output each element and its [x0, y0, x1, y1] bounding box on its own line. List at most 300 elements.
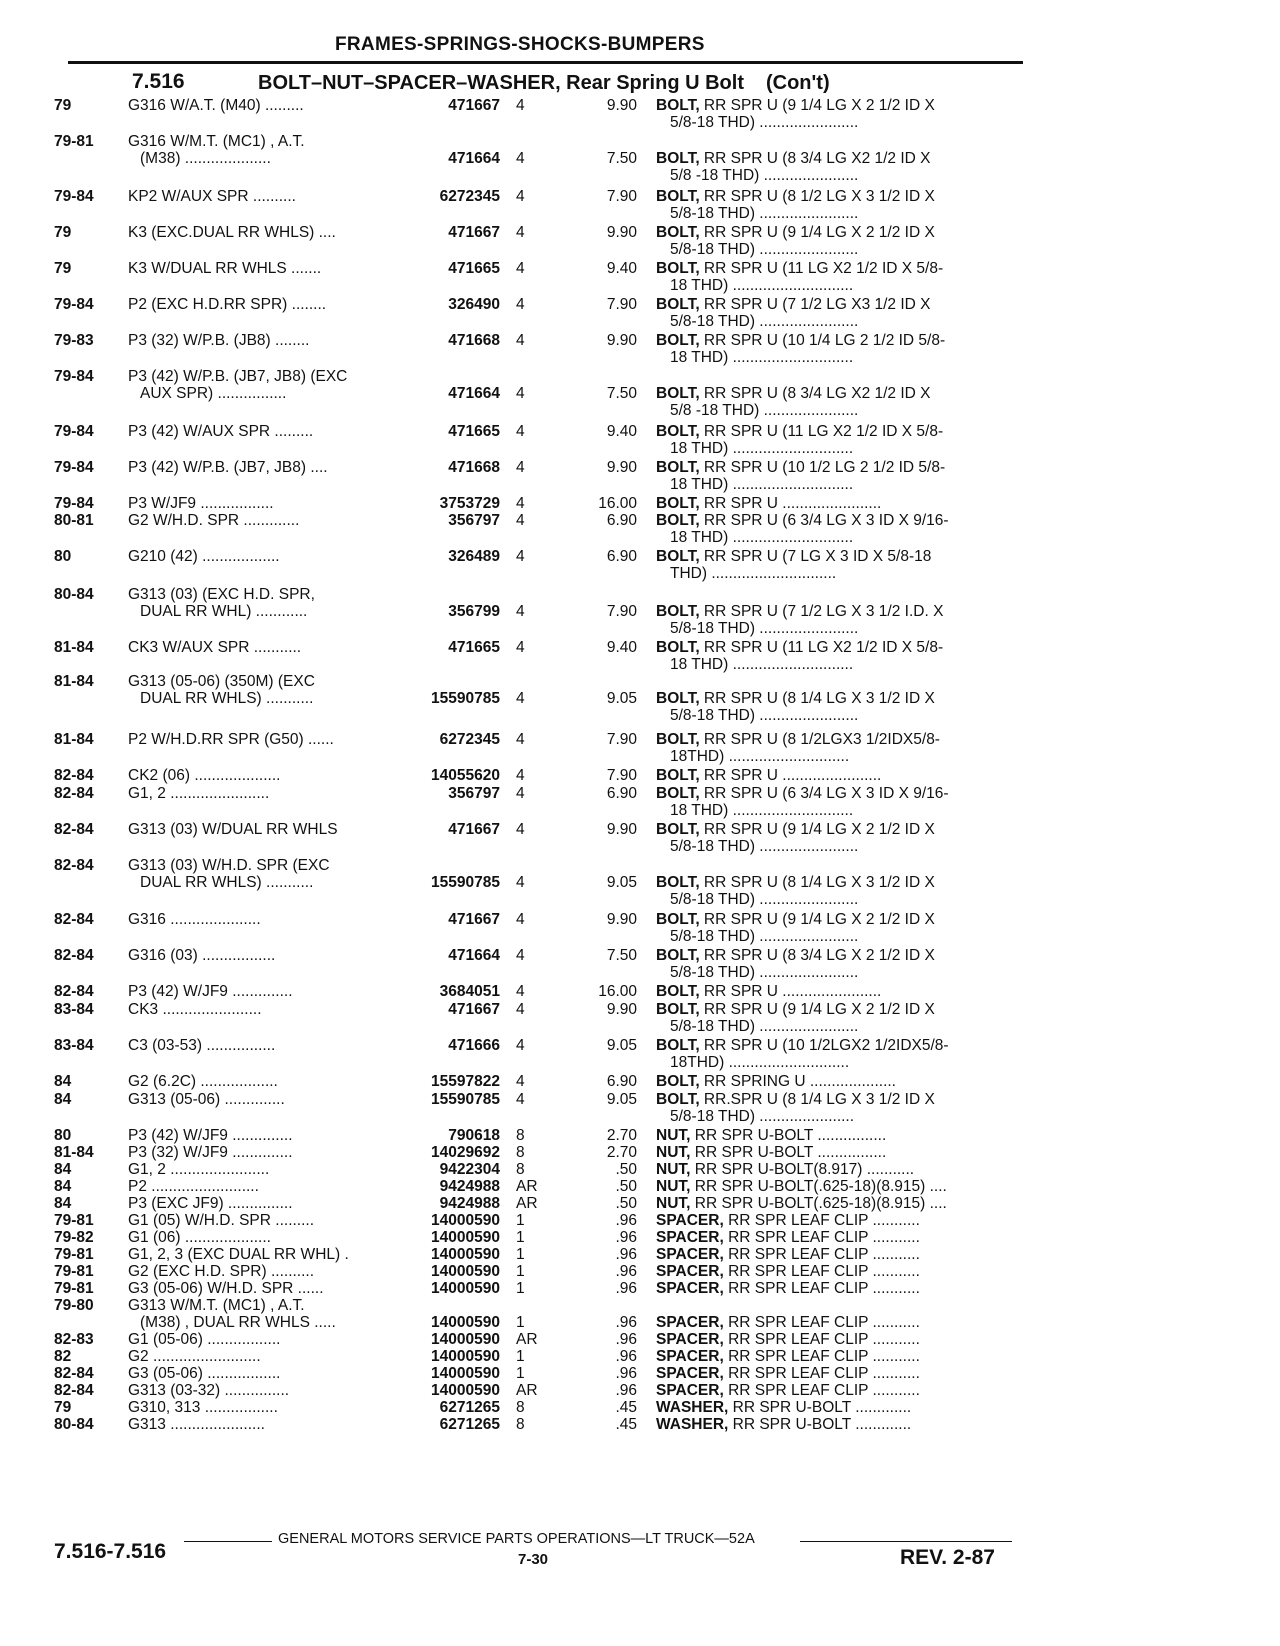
- row-description: [656, 296, 1021, 314]
- row-application: G2 W/H.D. SPR .............: [128, 512, 300, 529]
- row-price: .96: [615, 1263, 637, 1280]
- row-price: 9.90: [606, 332, 637, 349]
- row-quantity: 1: [516, 1280, 525, 1297]
- row-application: G313 ......................: [128, 1416, 265, 1433]
- row-application: G1 (05-06) .................: [128, 1331, 281, 1348]
- row-description-cont: 5/8 -18 THD) ......................: [670, 402, 859, 419]
- row-application: G2 .........................: [128, 1348, 261, 1365]
- row-application: G1, 2 .......................: [128, 1161, 270, 1178]
- row-application: P3 (42) W/JF9 ..............: [128, 1127, 293, 1144]
- row-description-cont: 18 THD) ............................: [670, 656, 854, 673]
- row-description: [656, 150, 1021, 168]
- row-price: 9.90: [606, 1001, 637, 1018]
- row-description-text: RR SPR U (7 LG X 3 ID X 5/8-18: [699, 548, 932, 565]
- section-title: BOLT–NUT–SPACER–WASHER, Rear Spring U Bolt: [258, 72, 744, 94]
- row-description: [656, 1161, 1021, 1179]
- row-description-text: RR SPR U (9 1/4 LG X 2 1/2 ID X: [699, 97, 935, 114]
- row-description-type: BOLT,: [656, 224, 700, 241]
- row-quantity: 4: [516, 947, 525, 964]
- row-description-cont: 18 THD) ............................: [670, 349, 854, 366]
- row-description: [656, 1348, 1021, 1366]
- row-description-type: BOLT,: [656, 150, 700, 167]
- row-part-number: 471667: [448, 1001, 500, 1018]
- row-application: K3 W/DUAL RR WHLS .......: [128, 260, 322, 277]
- row-application: G313 (05-06) (350M) (EXC: [128, 673, 315, 690]
- row-application: G3 (05-06) W/H.D. SPR ......: [128, 1280, 324, 1297]
- row-description-cont: 18 THD) ............................: [670, 476, 854, 493]
- row-years: 79-81: [54, 1263, 94, 1280]
- row-description-text: RR SPR U (8 3/4 LG X 2 1/2 ID X: [699, 947, 935, 964]
- row-price: 9.90: [606, 911, 637, 928]
- row-price: .96: [615, 1365, 637, 1382]
- row-price: .96: [615, 1212, 637, 1229]
- row-description-text: RR SPR LEAF CLIP ...........: [723, 1280, 920, 1297]
- row-years: 82: [54, 1348, 72, 1365]
- row-quantity: 4: [516, 459, 525, 476]
- row-quantity: 8: [516, 1161, 525, 1178]
- row-years: 79-84: [54, 296, 94, 313]
- row-application: K3 (EXC.DUAL RR WHLS) ....: [128, 224, 336, 241]
- row-price: 6.90: [606, 512, 637, 529]
- row-quantity: 4: [516, 385, 525, 402]
- row-part-number: 3753729: [439, 495, 500, 512]
- row-quantity: AR: [516, 1331, 538, 1348]
- row-description-cont: 18THD) ............................: [670, 1054, 850, 1071]
- row-price: .96: [615, 1331, 637, 1348]
- row-part-number: 6272345: [439, 188, 500, 205]
- row-description-text: RR SPR U (9 1/4 LG X 2 1/2 ID X: [699, 1001, 935, 1018]
- row-description-text: RR SPR LEAF CLIP ...........: [723, 1348, 920, 1365]
- row-price: 6.90: [606, 785, 637, 802]
- row-price: .96: [615, 1280, 637, 1297]
- row-years: 79: [54, 1399, 72, 1416]
- row-part-number: 471665: [448, 260, 500, 277]
- row-price: 7.50: [606, 150, 637, 167]
- row-description-type: BOLT,: [656, 731, 700, 748]
- row-price: .50: [615, 1161, 637, 1178]
- row-price: .96: [615, 1382, 637, 1399]
- row-years: 83-84: [54, 1037, 94, 1054]
- row-description-cont: 5/8-18 THD) .......................: [670, 964, 859, 981]
- row-description-text: RR SPR U .......................: [699, 983, 882, 1000]
- row-quantity: 4: [516, 911, 525, 928]
- row-part-number: 14000590: [431, 1212, 500, 1229]
- footer-rule-right: [800, 1541, 1012, 1542]
- row-description-text: RR SPR U .......................: [699, 767, 882, 784]
- row-quantity: 4: [516, 767, 525, 784]
- row-description: [656, 385, 1021, 403]
- row-part-number: 471664: [448, 150, 500, 167]
- row-description: [656, 690, 1021, 708]
- row-part-number: 9424988: [439, 1195, 500, 1212]
- row-description-type: BOLT,: [656, 1037, 700, 1054]
- row-application: G1, 2 .......................: [128, 785, 270, 802]
- row-quantity: 4: [516, 97, 525, 114]
- row-application: CK3 .......................: [128, 1001, 262, 1018]
- row-price: 16.00: [598, 983, 637, 1000]
- row-description: [656, 785, 1021, 803]
- row-application: G316 W/A.T. (M40) .........: [128, 97, 304, 114]
- row-price: 9.90: [606, 459, 637, 476]
- row-description: [656, 1195, 1021, 1213]
- row-application: P3 W/JF9 .................: [128, 495, 274, 512]
- row-description-type: WASHER,: [656, 1416, 729, 1433]
- row-part-number: 326490: [448, 296, 500, 313]
- row-application: G313 (05-06) ..............: [128, 1091, 285, 1108]
- row-years: 84: [54, 1091, 72, 1108]
- row-description: [656, 603, 1021, 621]
- row-description-text: RR SPR U (9 1/4 LG X 2 1/2 ID X: [699, 821, 935, 838]
- row-description-type: NUT,: [656, 1144, 691, 1161]
- row-description-cont: 5/8-18 THD) .......................: [670, 620, 859, 637]
- row-description-text: RR SPRING U ....................: [699, 1073, 896, 1090]
- section-number: 7.516: [132, 70, 185, 93]
- row-description: [656, 1091, 1021, 1109]
- row-description-text: RR SPR U (11 LG X2 1/2 ID X 5/8-: [699, 639, 944, 656]
- row-price: 2.70: [606, 1127, 637, 1144]
- row-years: 81-84: [54, 639, 94, 656]
- row-description-text: RR SPR U (8 3/4 LG X2 1/2 ID X: [699, 150, 931, 167]
- row-description-type: SPACER,: [656, 1382, 724, 1399]
- row-part-number: 15597822: [431, 1073, 500, 1090]
- row-application: G310, 313 .................: [128, 1399, 278, 1416]
- row-price: .96: [615, 1229, 637, 1246]
- row-description-text: RR SPR LEAF CLIP ...........: [723, 1263, 920, 1280]
- row-quantity: 4: [516, 423, 525, 440]
- row-years: 81-84: [54, 673, 94, 690]
- row-years: 82-84: [54, 911, 94, 928]
- row-quantity: 4: [516, 296, 525, 313]
- row-application: C3 (03-53) ................: [128, 1037, 276, 1054]
- row-part-number: 15590785: [431, 1091, 500, 1108]
- row-description-text: RR SPR U-BOLT(.625-18)(8.915) ....: [690, 1195, 947, 1212]
- row-years: 82-84: [54, 1365, 94, 1382]
- row-quantity: 4: [516, 1001, 525, 1018]
- row-application: G316 .....................: [128, 911, 261, 928]
- row-price: .45: [615, 1416, 637, 1433]
- row-years: 82-84: [54, 983, 94, 1000]
- row-price: .50: [615, 1178, 637, 1195]
- row-years: 79: [54, 97, 72, 114]
- row-price: 9.40: [606, 639, 637, 656]
- row-description-type: SPACER,: [656, 1246, 724, 1263]
- row-years: 79: [54, 224, 72, 241]
- row-quantity: 4: [516, 260, 525, 277]
- row-application: CK3 W/AUX SPR ...........: [128, 639, 302, 656]
- row-quantity: 1: [516, 1263, 525, 1280]
- row-description: [656, 821, 1021, 839]
- row-part-number: 356797: [448, 512, 500, 529]
- row-years: 79-81: [54, 1280, 94, 1297]
- row-years: 79: [54, 260, 72, 277]
- row-description-type: BOLT,: [656, 1001, 700, 1018]
- row-years: 82-84: [54, 947, 94, 964]
- row-description: [656, 1331, 1021, 1349]
- row-quantity: 4: [516, 639, 525, 656]
- row-price: 9.05: [606, 1091, 637, 1108]
- row-description: [656, 911, 1021, 929]
- row-quantity: 4: [516, 1091, 525, 1108]
- row-part-number: 15590785: [431, 874, 500, 891]
- row-description-text: RR SPR U-BOLT ................: [690, 1144, 887, 1161]
- row-description-cont: 5/8-18 THD) .......................: [670, 1018, 859, 1035]
- row-application: G313 W/M.T. (MC1) , A.T.: [128, 1297, 305, 1314]
- footer-revision: REV. 2-87: [900, 1546, 995, 1569]
- row-description: [656, 1229, 1021, 1247]
- row-application: G316 W/M.T. (MC1) , A.T.: [128, 133, 305, 150]
- row-description-text: RR SPR U-BOLT .............: [728, 1399, 912, 1416]
- row-years: 82-84: [54, 857, 94, 874]
- footer-page-number: 7-30: [518, 1551, 549, 1568]
- row-description-type: SPACER,: [656, 1348, 724, 1365]
- row-description-text: RR SPR U (8 1/2LGX3 1/2IDX5/8-: [699, 731, 940, 748]
- row-years: 82-84: [54, 767, 94, 784]
- row-price: 7.90: [606, 296, 637, 313]
- row-description: [656, 1037, 1021, 1055]
- row-quantity: 8: [516, 1416, 525, 1433]
- row-description: [656, 1246, 1021, 1264]
- row-description-type: WASHER,: [656, 1399, 729, 1416]
- row-application-cont: DUAL RR WHL) ............: [140, 603, 308, 620]
- row-years: 79-84: [54, 188, 94, 205]
- row-description-type: SPACER,: [656, 1212, 724, 1229]
- row-price: 6.90: [606, 548, 637, 565]
- row-application: P2 .........................: [128, 1178, 259, 1195]
- row-quantity: 1: [516, 1229, 525, 1246]
- row-price: 7.90: [606, 767, 637, 784]
- row-application: G313 (03-32) ...............: [128, 1382, 290, 1399]
- row-description: [656, 1382, 1021, 1400]
- row-part-number: 471664: [448, 385, 500, 402]
- row-part-number: 6271265: [439, 1399, 500, 1416]
- row-description: [656, 1263, 1021, 1281]
- row-description-text: RR SPR U (11 LG X2 1/2 ID X 5/8-: [699, 260, 944, 277]
- row-years: 80: [54, 1127, 72, 1144]
- row-description-type: BOLT,: [656, 983, 700, 1000]
- row-quantity: 4: [516, 512, 525, 529]
- row-description-type: BOLT,: [656, 911, 700, 928]
- row-part-number: 3684051: [439, 983, 500, 1000]
- row-application: G1, 2, 3 (EXC DUAL RR WHL) .: [128, 1246, 349, 1263]
- row-part-number: 471668: [448, 332, 500, 349]
- row-description: [656, 1001, 1021, 1019]
- row-description-type: BOLT,: [656, 385, 700, 402]
- row-description-cont: 18 THD) ............................: [670, 440, 854, 457]
- row-application: G2 (6.2C) ..................: [128, 1073, 278, 1090]
- row-description-text: RR.SPR U (8 1/4 LG X 3 1/2 ID X: [699, 1091, 935, 1108]
- row-description-type: BOLT,: [656, 495, 700, 512]
- row-years: 82-84: [54, 785, 94, 802]
- row-part-number: 14029692: [431, 1144, 500, 1161]
- row-application: G2 (EXC H.D. SPR) ..........: [128, 1263, 315, 1280]
- row-years: 79-84: [54, 495, 94, 512]
- row-application: G3 (05-06) .................: [128, 1365, 281, 1382]
- row-description-type: BOLT,: [656, 512, 700, 529]
- row-application: G316 (03) .................: [128, 947, 276, 964]
- row-description: [656, 495, 1021, 513]
- row-years: 80-84: [54, 586, 94, 603]
- footer-section-range: 7.516-7.516: [54, 1540, 167, 1563]
- row-description-text: RR SPR LEAF CLIP ...........: [723, 1246, 920, 1263]
- row-description: [656, 731, 1021, 749]
- row-description: [656, 459, 1021, 477]
- row-quantity: AR: [516, 1178, 538, 1195]
- row-description-type: BOLT,: [656, 332, 700, 349]
- row-years: 83-84: [54, 1001, 94, 1018]
- row-description-type: NUT,: [656, 1161, 691, 1178]
- row-description-cont: 18THD) ............................: [670, 748, 850, 765]
- row-description-type: BOLT,: [656, 97, 700, 114]
- row-description-cont: 5/8-18 THD) .......................: [670, 205, 859, 222]
- row-application: P3 (42) W/AUX SPR .........: [128, 423, 314, 440]
- row-price: 9.05: [606, 1037, 637, 1054]
- row-years: 84: [54, 1195, 72, 1212]
- row-description-text: RR SPR U (10 1/2 LG 2 1/2 ID 5/8-: [699, 459, 946, 476]
- row-quantity: 1: [516, 1348, 525, 1365]
- row-description-type: BOLT,: [656, 821, 700, 838]
- row-description-cont: 5/8-18 THD) .......................: [670, 241, 859, 258]
- row-description-cont: 5/8-18 THD) .......................: [670, 928, 859, 945]
- row-part-number: 471667: [448, 97, 500, 114]
- row-price: .45: [615, 1399, 637, 1416]
- row-quantity: 4: [516, 548, 525, 565]
- row-application: P3 (42) W/P.B. (JB7, JB8) ....: [128, 459, 328, 476]
- row-description-type: SPACER,: [656, 1365, 724, 1382]
- row-description-text: RR SPR U (8 1/4 LG X 3 1/2 ID X: [699, 690, 935, 707]
- row-quantity: 4: [516, 785, 525, 802]
- row-part-number: 471667: [448, 224, 500, 241]
- row-application-cont: (M38) ....................: [140, 150, 271, 167]
- row-part-number: 471668: [448, 459, 500, 476]
- row-description-type: BOLT,: [656, 188, 700, 205]
- row-description-type: BOLT,: [656, 785, 700, 802]
- row-application: G1 (05) W/H.D. SPR .........: [128, 1212, 315, 1229]
- row-price: 2.70: [606, 1144, 637, 1161]
- row-price: 7.50: [606, 947, 637, 964]
- row-description: [656, 1212, 1021, 1230]
- row-years: 79-84: [54, 459, 94, 476]
- row-quantity: AR: [516, 1195, 538, 1212]
- row-description-text: RR SPR LEAF CLIP ...........: [723, 1212, 920, 1229]
- row-description-type: SPACER,: [656, 1229, 724, 1246]
- row-description: [656, 1416, 1021, 1434]
- row-description: [656, 188, 1021, 206]
- row-description-cont: 5/8-18 THD) .......................: [670, 313, 859, 330]
- row-quantity: 8: [516, 1127, 525, 1144]
- row-price: 7.90: [606, 731, 637, 748]
- row-description: [656, 1280, 1021, 1298]
- row-description-text: RR SPR U (9 1/4 LG X 2 1/2 ID X: [699, 911, 935, 928]
- row-quantity: 4: [516, 495, 525, 512]
- row-price: 7.90: [606, 603, 637, 620]
- row-years: 79-81: [54, 1246, 94, 1263]
- row-years: 80-84: [54, 1416, 94, 1433]
- row-part-number: 326489: [448, 548, 500, 565]
- row-part-number: 790618: [448, 1127, 500, 1144]
- row-quantity: 1: [516, 1365, 525, 1382]
- row-description-type: BOLT,: [656, 874, 700, 891]
- row-years: 82-84: [54, 821, 94, 838]
- row-application: P3 (32) W/P.B. (JB8) ........: [128, 332, 310, 349]
- row-years: 80: [54, 548, 72, 565]
- row-description-type: SPACER,: [656, 1280, 724, 1297]
- row-description: [656, 1144, 1021, 1162]
- row-years: 79-84: [54, 423, 94, 440]
- row-description: [656, 1073, 1021, 1091]
- row-price: 16.00: [598, 495, 637, 512]
- row-price: 7.50: [606, 385, 637, 402]
- row-quantity: 4: [516, 731, 525, 748]
- row-quantity: 1: [516, 1314, 525, 1331]
- row-description-type: BOLT,: [656, 690, 700, 707]
- row-years: 81-84: [54, 731, 94, 748]
- row-application: G1 (06) ....................: [128, 1229, 271, 1246]
- row-description: [656, 260, 1021, 278]
- row-application-cont: DUAL RR WHLS) ...........: [140, 690, 314, 707]
- row-years: 84: [54, 1178, 72, 1195]
- page-header-title: FRAMES-SPRINGS-SHOCKS-BUMPERS: [335, 34, 705, 55]
- row-quantity: 4: [516, 224, 525, 241]
- row-price: 9.90: [606, 97, 637, 114]
- row-price: 9.90: [606, 821, 637, 838]
- row-price: .50: [615, 1195, 637, 1212]
- row-description-text: RR SPR U (8 1/4 LG X 3 1/2 ID X: [699, 874, 935, 891]
- row-description-text: RR SPR U .......................: [699, 495, 882, 512]
- row-years: 84: [54, 1161, 72, 1178]
- row-quantity: 4: [516, 690, 525, 707]
- row-description: [656, 1314, 1021, 1332]
- row-description: [656, 1127, 1021, 1145]
- row-description-type: BOLT,: [656, 260, 700, 277]
- row-application: P2 (EXC H.D.RR SPR) ........: [128, 296, 327, 313]
- row-application-cont: (M38) , DUAL RR WHLS .....: [140, 1314, 336, 1331]
- row-part-number: 471667: [448, 911, 500, 928]
- row-description-type: NUT,: [656, 1195, 691, 1212]
- row-description-type: BOLT,: [656, 639, 700, 656]
- row-part-number: 14000590: [431, 1314, 500, 1331]
- row-description: [656, 874, 1021, 892]
- row-description-text: RR SPR U-BOLT ................: [690, 1127, 887, 1144]
- row-application: G313 (03) W/DUAL RR WHLS: [128, 821, 338, 838]
- row-price: 6.90: [606, 1073, 637, 1090]
- row-part-number: 14000590: [431, 1280, 500, 1297]
- row-quantity: 8: [516, 1399, 525, 1416]
- row-description-cont: 5/8-18 THD) .......................: [670, 114, 859, 131]
- row-quantity: 4: [516, 874, 525, 891]
- row-part-number: 471665: [448, 423, 500, 440]
- row-description-type: BOLT,: [656, 296, 700, 313]
- row-years: 79-80: [54, 1297, 94, 1314]
- row-quantity: 1: [516, 1212, 525, 1229]
- row-description-text: RR SPR U (11 LG X2 1/2 ID X 5/8-: [699, 423, 944, 440]
- row-description-cont: 18 THD) ............................: [670, 529, 854, 546]
- row-description: [656, 512, 1021, 530]
- row-description-type: SPACER,: [656, 1331, 724, 1348]
- row-description-cont: 5/8-18 THD) .......................: [670, 707, 859, 724]
- section-continued: (Con't): [765, 72, 830, 94]
- row-application: G313 (03) (EXC H.D. SPR,: [128, 586, 315, 603]
- row-part-number: 9424988: [439, 1178, 500, 1195]
- row-years: 82-84: [54, 1382, 94, 1399]
- row-description: [656, 983, 1021, 1001]
- row-description-text: RR SPR U (8 1/2 LG X 3 1/2 ID X: [699, 188, 935, 205]
- row-years: 79-81: [54, 1212, 94, 1229]
- row-price: 9.05: [606, 690, 637, 707]
- row-price: 9.90: [606, 224, 637, 241]
- row-description-type: BOLT,: [656, 603, 700, 620]
- row-description-text: RR SPR U (10 1/2LGX2 1/2IDX5/8-: [699, 1037, 949, 1054]
- row-description: [656, 332, 1021, 350]
